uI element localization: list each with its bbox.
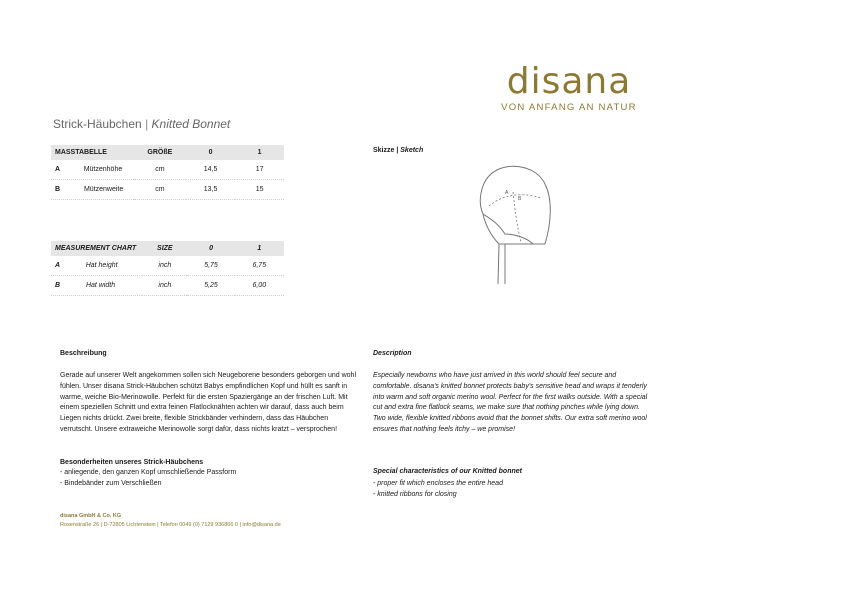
row-key: A	[55, 262, 60, 269]
measurement-table-de	[51, 145, 284, 200]
sketch-label-a: A	[505, 190, 509, 196]
table-cell-value: 17	[235, 160, 284, 180]
special-heading: Special characteristics of our Knitted bonnet	[373, 468, 522, 475]
footer-company: disana GmbH & Co. KG	[60, 513, 122, 519]
disana-logo	[499, 61, 639, 113]
sketch-heading-en: Sketch	[400, 147, 424, 154]
page-title	[53, 117, 230, 131]
table-cell-value: 15	[235, 180, 284, 200]
special-list	[373, 479, 653, 501]
title-de: Strick-Häubchen	[53, 117, 142, 131]
bonnet-sketch	[455, 162, 555, 287]
list-item: - knitted ribbons for closing	[373, 490, 457, 498]
table-row	[51, 256, 284, 276]
ribbon-left	[498, 244, 499, 284]
table-header-cell: MASSTABELLE	[51, 145, 134, 160]
table-header-cell: 1	[235, 145, 284, 160]
sketch-heading	[373, 147, 423, 154]
row-label: Mützenweite	[83, 186, 124, 193]
description-heading: Description	[373, 350, 412, 357]
table-cell-unit: cm	[134, 180, 186, 200]
table-cell-unit: inch	[142, 256, 187, 276]
table-cell-value: 13,5	[186, 180, 235, 200]
row-key: B	[55, 282, 61, 289]
measurement-table-en	[51, 241, 284, 296]
title-en: Knitted Bonnet	[151, 117, 231, 131]
beschreibung-text: Gerade auf unserer Welt angekommen sollen sich Neugeborene besonders geborgen und wohl fühlen. Unser disana Strick-Häubchen schützt Babys empfindlichen Kopf und hüllt es sanft in warme, weiche Bio-Merinowolle. Perfekt für die ersten Spaziergänge an der frischen Luft. Mit einem speziellen Schnitt und extra feinen Flatlocknähten achten wir darauf, dass auch beim Liegen nichts drückt. Zwei breite, flexible Strickbänder verhindern, dass das Häubchen verrutscht. Unsere extraweiche Merinowolle sorgt dafür, dass nichts kratzt – versprochen!	[60, 372, 357, 433]
table-row	[51, 160, 284, 180]
description-text: Especially newborns who have just arrived in this world should feel secure and comfortable. disana's knitted bonnet protects baby's sensitive head and wraps it tenderly into warm and soft organic merino wool. Perfect for the first walks outside. With a special cut and extra fine flatlock seams, we make sure that nothing pinches while lying down. Two wide, flexible knitted ribbons avoid that the bonnet shifts. Our extra soft merino wool ensures that nothing feels itchy – we promise!	[373, 372, 648, 433]
besonderheiten-heading: Besonderheiten unseres Strick-Häubchens	[60, 459, 204, 466]
row-label: Mützenhöhe	[83, 166, 123, 173]
table-header-cell: 0	[187, 241, 234, 256]
list-item: - Bindebänder zum Verschließen	[60, 479, 162, 487]
title-separator: |	[145, 117, 149, 131]
list-item: - anliegende, den ganzen Kopf umschließende Passform	[60, 469, 237, 476]
table-cell-unit: inch	[142, 276, 187, 296]
beschreibung-heading: Beschreibung	[60, 350, 107, 357]
table-header-row	[51, 241, 284, 256]
table-cell-key	[51, 160, 134, 180]
table-cell-value: 6,00	[235, 276, 284, 296]
table-header-cell: 0	[186, 145, 235, 160]
table-cell-value: 5,75	[187, 256, 234, 276]
table-row	[51, 180, 284, 200]
logo-wordmark: disana	[506, 61, 632, 102]
sketch-heading-de: Skizze |	[373, 147, 399, 154]
list-item: - proper fit which encloses the entire head	[373, 480, 503, 487]
row-key: B	[55, 186, 61, 193]
bonnet-seam	[489, 195, 541, 206]
bonnet-outline	[480, 166, 550, 244]
row-key: A	[55, 166, 60, 173]
row-label: Hat height	[85, 262, 118, 269]
table-cell-value: 14,5	[186, 160, 235, 180]
table-header-cell: GRÖßE	[134, 145, 186, 160]
table-cell-unit: cm	[134, 160, 186, 180]
table-header-cell: MEASUREMENT CHART	[51, 241, 142, 256]
table-header-cell: SIZE	[142, 241, 187, 256]
table-cell-key	[51, 180, 134, 200]
table-header-row	[51, 145, 284, 160]
table-cell-value: 5,25	[187, 276, 234, 296]
logo-tagline: VON ANFANG AN NATUR	[501, 102, 637, 113]
table-header-cell: 1	[235, 241, 284, 256]
besonderheiten-list	[60, 468, 360, 490]
table-cell-value: 6,75	[235, 256, 284, 276]
row-label: Hat width	[85, 282, 116, 289]
table-cell-key	[51, 276, 142, 296]
table-row	[51, 276, 284, 296]
table-cell-key	[51, 256, 142, 276]
sketch-label-b: B	[518, 196, 522, 202]
footer-address: Rosenstraße 26 | D-72805 Lichtenstein | Telefon 0049 (0) 7129 936866 0 | info@disana.de	[60, 522, 281, 528]
